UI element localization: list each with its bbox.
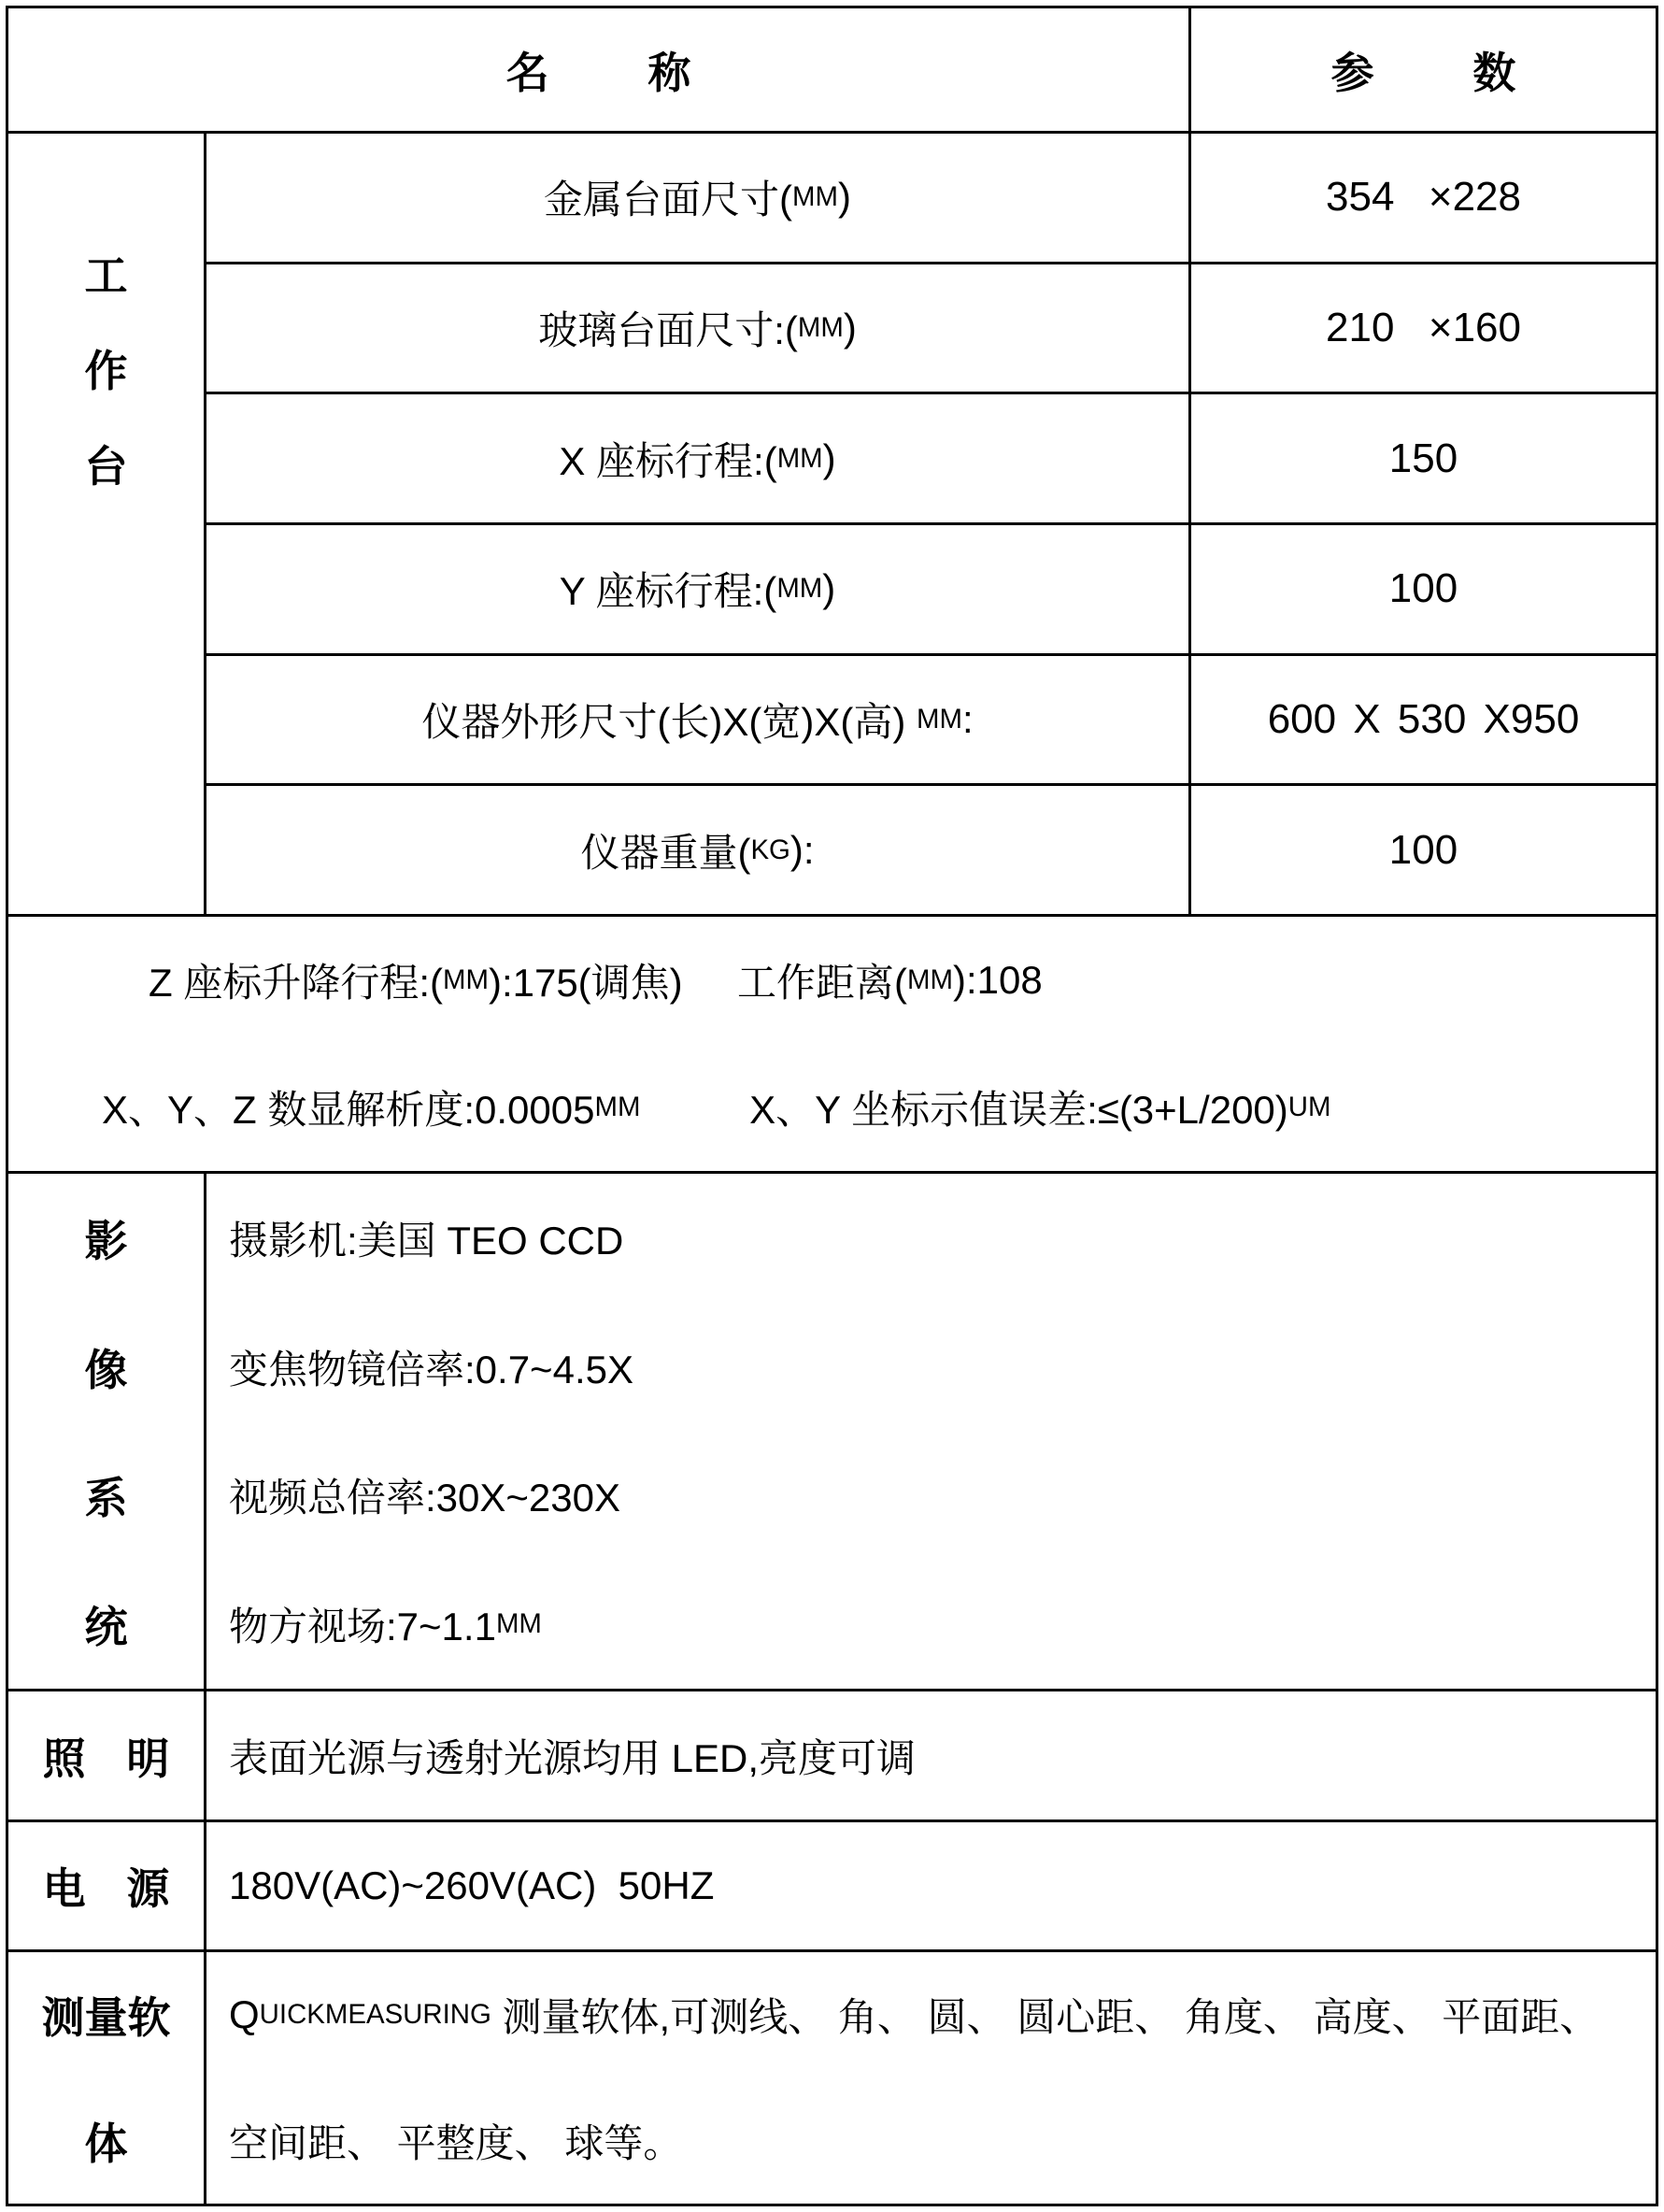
row-name-cell: 玻璃台面尺寸:( MM ) (206, 264, 1191, 392)
power-section-label (8, 1822, 211, 1949)
power-description: 180V(AC)~260V(AC) 50HZ (229, 1863, 715, 1907)
power-label-text: 电源 (42, 1864, 211, 1913)
imaging-lines (206, 1174, 1656, 1689)
row-value-cell: 600 X 530 X950 (1267, 696, 1580, 743)
row-value-cell: 210 ×160 (1326, 305, 1521, 350)
row-name-cell: 仪器重量( KG ): (206, 786, 1191, 914)
field-of-view-line: 物方视场:7~1.1 MM (229, 1605, 542, 1649)
z-travel-line: Z 座标升降行程:( MM ):175(调焦) 工作距离( MM ):108 (149, 958, 1043, 1005)
lighting-label-text: 照明 (42, 1734, 211, 1783)
spec-row-x-travel (206, 392, 1656, 522)
spec-table (6, 6, 1658, 2206)
row-name-cell: 金属台面尺寸( MM ) (206, 134, 1191, 262)
spec-row-metal-table-size (206, 134, 1656, 262)
lighting-description: 表面光源与透射光源均用 LED,亮度可调 (229, 1735, 917, 1780)
spec-row-glass-table-size (206, 262, 1656, 392)
row-name-cell: 仪器外形尺寸(长)X(宽)X(高) MM : (206, 656, 1191, 784)
software-description-line-1: Q UICKMEASURING 测量软体,可测线、 角、 圆、 圆心距、 角度、 高度、 平面距、 (229, 1992, 1600, 2040)
header-row (8, 8, 1656, 131)
software-section-label: 测量软 体 (8, 1952, 206, 2204)
video-magnification-line: 视频总倍率:30X~230X (229, 1476, 621, 1520)
lighting-section-label (8, 1691, 211, 1820)
row-value-cell: 100 (1388, 826, 1458, 873)
section-z-travel-resolution (8, 914, 1656, 1171)
zoom-objective-line: 变焦物镜倍率:0.7~4.5X (229, 1347, 633, 1391)
imaging-section-label: 影 像 系 统 (8, 1174, 206, 1689)
resolution-accuracy-line: X、Y、Z 数显解析度:0.0005 MM X、Y 坐标示值误差:≤(3+L/200) UM (102, 1088, 1331, 1132)
row-value-cell: 150 (1388, 435, 1458, 481)
section-measuring-software (8, 1949, 1656, 2204)
row-value-cell: 100 (1388, 565, 1458, 612)
worktable-section-label: 工 作 台 (8, 134, 206, 914)
software-lines (206, 1952, 1656, 2204)
spec-row-weight (206, 783, 1656, 914)
camera-line: 摄影机:美国 TEO CCD (229, 1218, 624, 1263)
worktable-rows (206, 134, 1656, 914)
section-power (8, 1820, 1656, 1949)
section-imaging-system (8, 1171, 1656, 1689)
section-worktable (8, 131, 1656, 914)
row-value-cell: 354 ×228 (1326, 174, 1521, 221)
column-header-param-label: 参数 (1330, 48, 1615, 97)
software-description-line-2: 空间距、 平整度、 球等。 (229, 2120, 683, 2165)
spec-row-y-travel (206, 522, 1656, 653)
section-lighting (8, 1689, 1656, 1820)
row-name-cell: Y 座标行程:( MM ) (206, 525, 1191, 653)
column-header-name-label: 名称 (505, 48, 790, 97)
row-name-cell: X 座标行程:( MM ) (206, 394, 1191, 522)
column-header-name (8, 8, 1191, 131)
column-header-param (1191, 8, 1656, 131)
spec-row-outer-dimensions (206, 653, 1656, 784)
